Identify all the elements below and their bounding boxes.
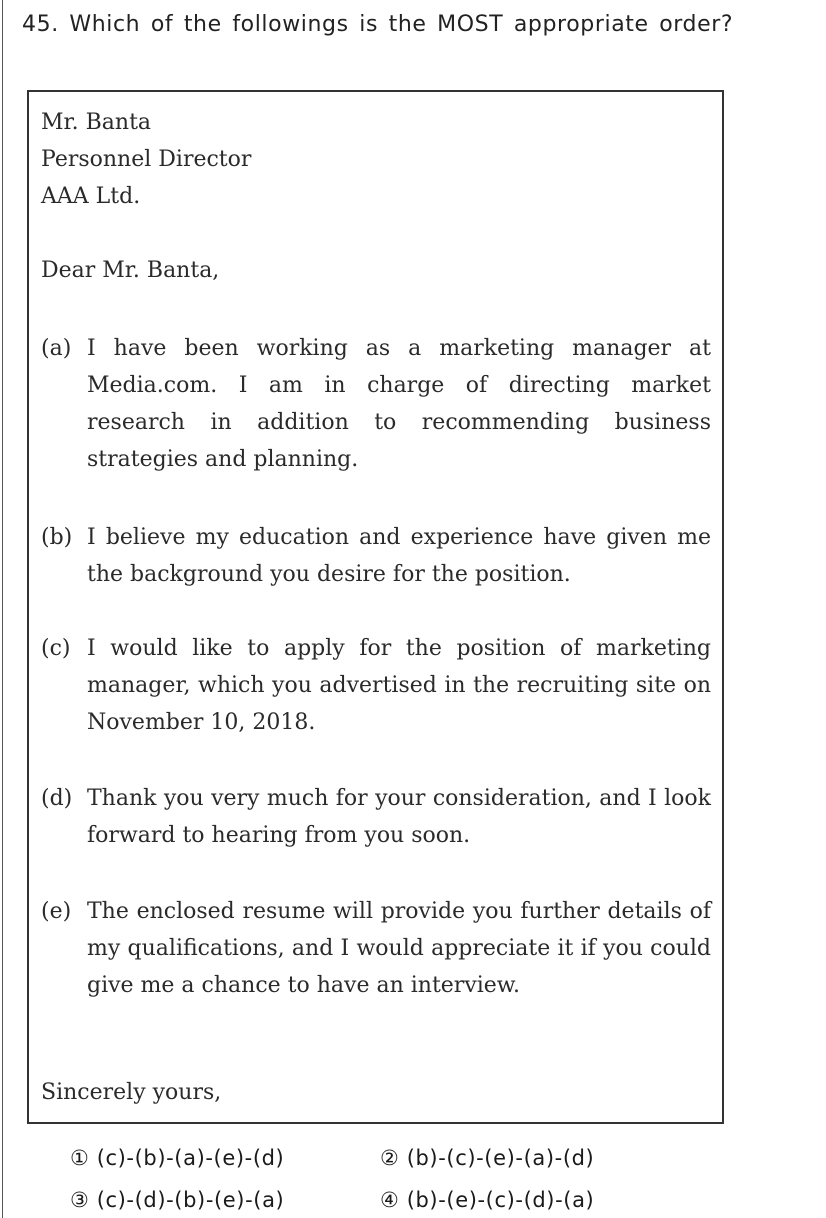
paragraph-d [41,780,711,854]
paragraph-b [41,519,711,593]
paragraph-label: (b) [41,525,73,550]
greeting: Dear Mr. Banta, [41,258,220,283]
question-text: 45. Which of the followings is the MOST appropriate order? [22,12,734,37]
paragraph-a [41,330,711,478]
choice-1[interactable]: ① (c)-(b)-(a)-(e)-(d) [70,1146,285,1170]
choice-4[interactable]: ④ (b)-(e)-(c)-(d)-(a) [380,1188,595,1212]
paragraph-label: (d) [41,786,73,811]
paragraph-text: I have been working as a marketing manager at Media.com. I am in charge of directing market research in addition to recommending business strategies and planning. [87,336,711,472]
paragraph-text: I believe my education and experience have given me the background you desire for the position. [87,525,711,587]
paragraph-c [41,630,711,741]
paragraph-e [41,893,711,1004]
paragraph-text: I would like to apply for the position of marketing manager, which you advertised in the recruiting site on November 10, 2018. [87,636,711,735]
address-line-title: Personnel Director [41,147,252,172]
paragraph-label: (a) [41,336,72,361]
address-line-name: Mr. Banta [41,110,152,135]
paragraph-text: The enclosed resume will provide you further details of my qualifications, and I would appreciate it if you could give me a chance to have an interview. [87,899,711,998]
choice-2[interactable]: ② (b)-(c)-(e)-(a)-(d) [380,1146,595,1170]
address-line-company: AAA Ltd. [41,184,141,209]
paragraph-label: (e) [41,899,72,924]
choice-3[interactable]: ③ (c)-(d)-(b)-(e)-(a) [70,1188,285,1212]
closing: Sincerely yours, [41,1080,222,1105]
letter-box [27,90,724,1124]
recipient-address [41,104,251,215]
paragraph-text: Thank you very much for your consideration, and I look forward to hearing from you soon. [87,786,711,848]
left-margin-rule [2,0,3,1218]
paragraph-label: (c) [41,636,71,661]
